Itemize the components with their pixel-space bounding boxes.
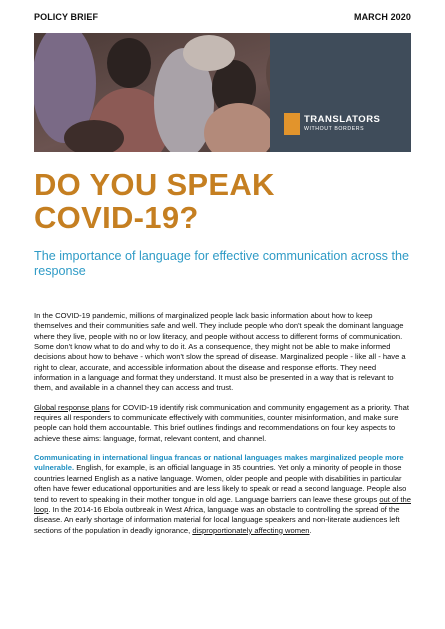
- doc-type-label: POLICY BRIEF: [34, 12, 99, 22]
- logo-mark-icon: [284, 113, 300, 135]
- affecting-women-link[interactable]: disproportionately affecting women: [192, 525, 310, 535]
- paragraph-2: [34, 403, 412, 444]
- title-line-2: COVID-19?: [34, 200, 199, 235]
- page-subtitle: The importance of language for effective communication across the response: [34, 249, 409, 278]
- title-line-1: DO YOU SPEAK: [34, 167, 275, 202]
- paragraph-1: In the COVID-19 pandemic, millions of marginalized people lack basic information about how to keep themselves and their communities safe and well. They include people who don't speak the dominant language where they live, people with no or low literacy, and people without access to different forms of communication. Some don't know what to do and why to do it. As a consequence, they might not be able to make informed decisions about how to behave - which won't slow the spread of disease. Marginalized people - like all - have a right to clear, accurate, and accessible information about the disease and response efforts. They need information in a language and format they understand. It must also be presented in a way that is relevant to them, and available in a channel they can access and trust.: [34, 311, 406, 393]
- logo-name: TRANSLATORS: [304, 114, 381, 125]
- out-of-the-loop-link[interactable]: out of the loop: [34, 494, 411, 514]
- logo-subtitle: WITHOUT BORDERS: [304, 126, 365, 132]
- paragraph-3-text-b: . In the 2014-16 Ebola outbreak in West Africa, language was an obstacle to controlling the spread of the disease. An early shortage of information material for local language speakers and non-literate audiences left sections of the population in deadly ignorance,: [34, 504, 400, 535]
- doc-date: MARCH 2020: [353, 12, 411, 22]
- paragraph-3-lead: Communicating in international lingua francas or national languages makes marginalized people more vulnerable.: [34, 453, 404, 473]
- header-bar: [34, 12, 411, 26]
- logo-panel: [270, 33, 411, 152]
- paragraph-3-text-a: English, for example, is an official language in 35 countries. Yet only a minority of people in those countries learned English as a native language. Women, older people and people with disabilities in particular often have fewer educational opportunities and are less likely to speak or read a second language. People also tend to revert to speaking in their mother tongue in old age. Language barriers can leave these groups: [34, 463, 407, 504]
- global-response-plans-link[interactable]: Global response plans: [34, 402, 110, 412]
- paragraph-3-text-c: .: [309, 525, 312, 535]
- paragraph-2-text: for COVID-19 identify risk communication and community engagement as a priority. That requires all responders to communicate effectively with communities, counter misinformation, and make sure people can hold them accountable. This brief outlines findings and recommendations on four key aspects to achieve these aims: language, format, relevant content, and channel.: [34, 402, 409, 443]
- page-title: [34, 168, 275, 234]
- paragraph-3: [34, 453, 412, 536]
- body-text: [34, 311, 412, 545]
